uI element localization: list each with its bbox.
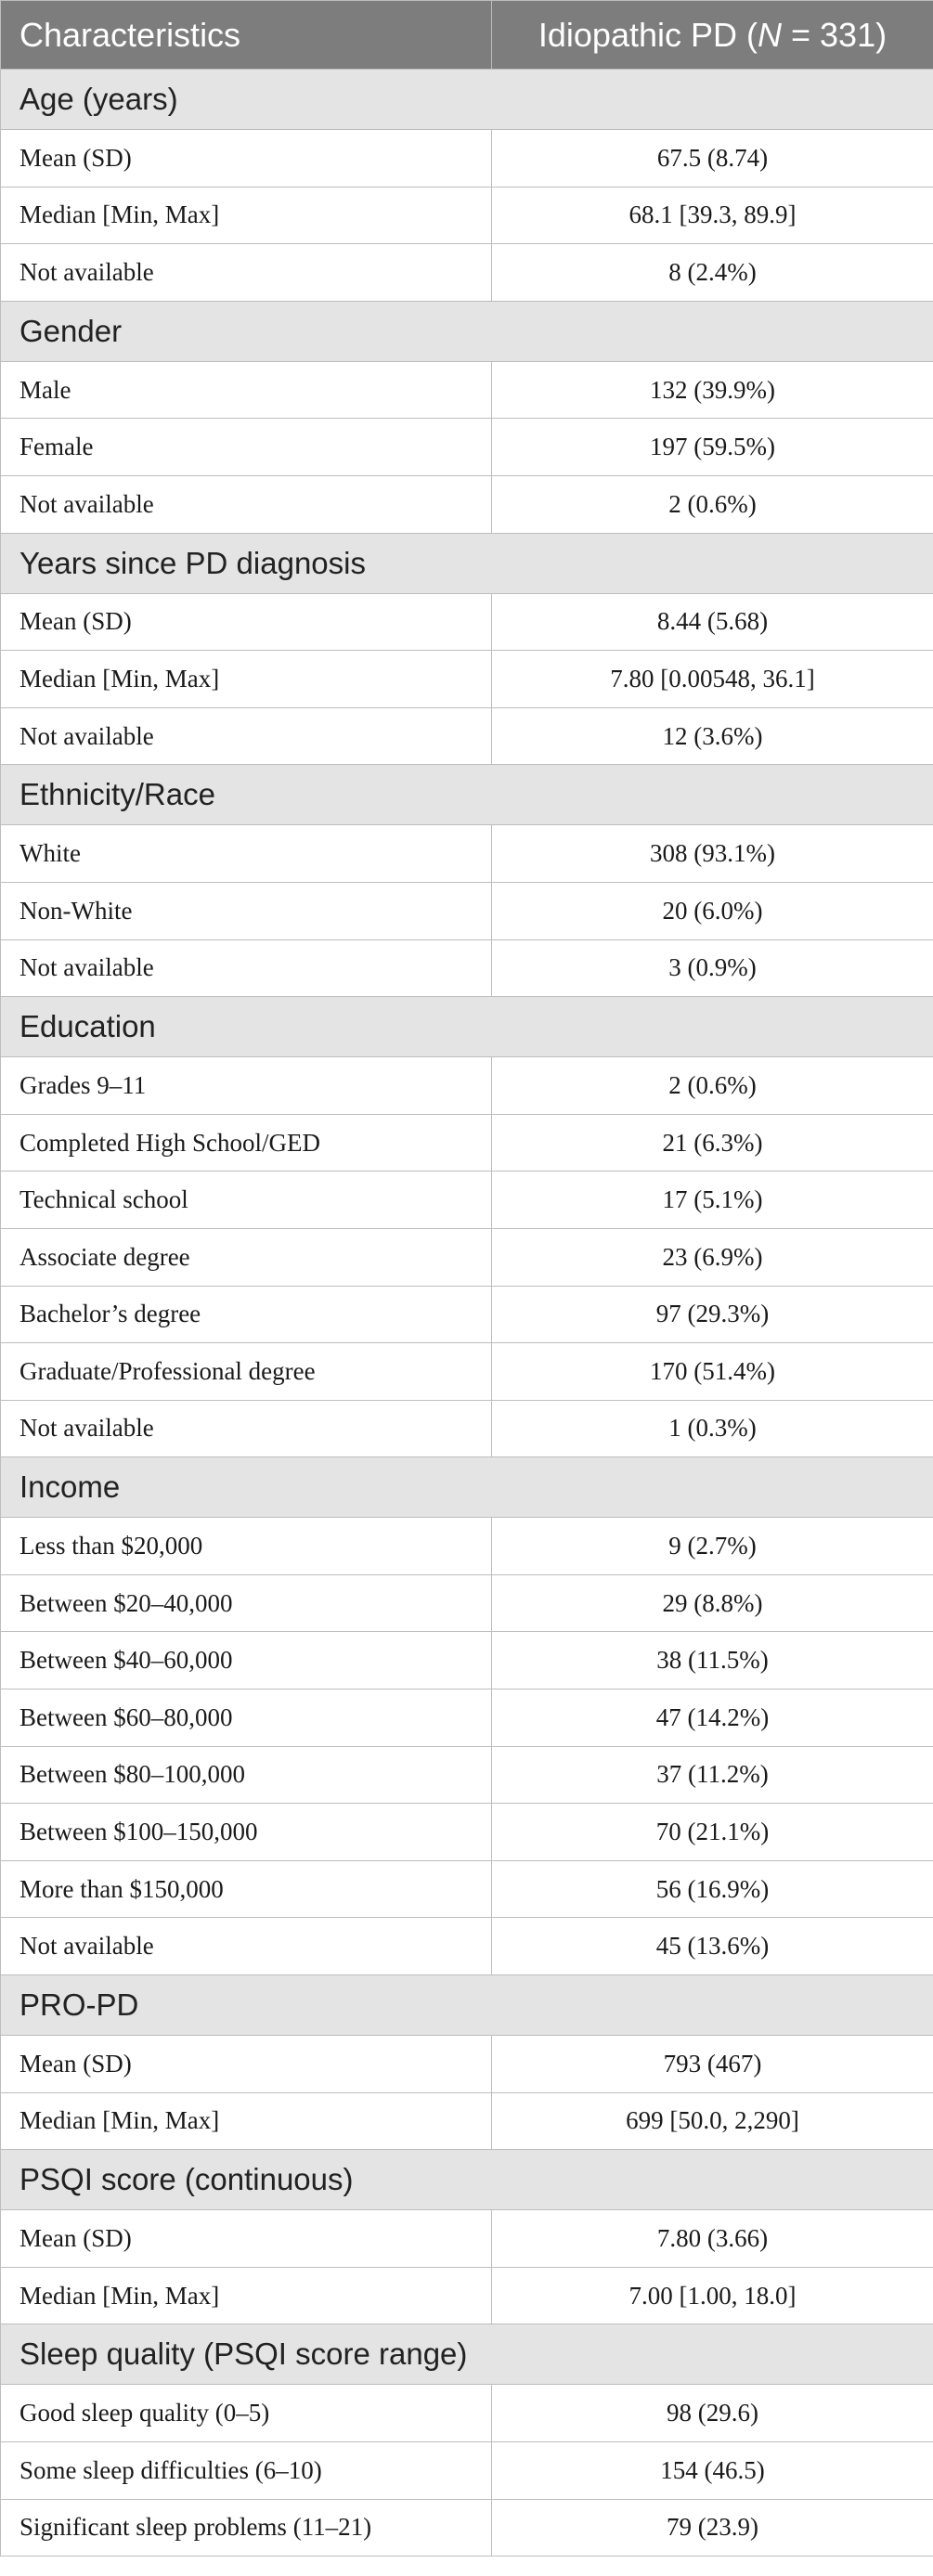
row-value: 21 (6.3%) <box>492 1114 933 1171</box>
section-header-row <box>1 997 933 1057</box>
table-row <box>1 1860 933 1918</box>
section-title: Education <box>1 997 933 1057</box>
row-value: 29 (8.8%) <box>492 1574 933 1632</box>
table-row <box>1 825 933 883</box>
row-value: 7.80 [0.00548, 36.1] <box>492 651 933 708</box>
table-row <box>1 2210 933 2268</box>
table-row <box>1 130 933 188</box>
row-label: White <box>1 825 492 883</box>
row-value: 170 (51.4%) <box>492 1343 933 1401</box>
row-value: 97 (29.3%) <box>492 1286 933 1343</box>
table-row <box>1 1689 933 1747</box>
section-title: Years since PD diagnosis <box>1 533 933 593</box>
row-label: Between $40–60,000 <box>1 1632 492 1689</box>
section-header-row <box>1 1457 933 1518</box>
section-header-row <box>1 765 933 825</box>
row-label: Median [Min, Max] <box>1 651 492 708</box>
row-label: Less than $20,000 <box>1 1518 492 1575</box>
row-value: 98 (29.6) <box>492 2385 933 2442</box>
table-row <box>1 2385 933 2442</box>
table-row <box>1 882 933 939</box>
section-header-row <box>1 1975 933 2036</box>
row-value: 699 [50.0, 2,290] <box>492 2092 933 2150</box>
header-idiopathic-pd <box>492 1 933 70</box>
row-value: 45 (13.6%) <box>492 1918 933 1975</box>
table-row <box>1 1574 933 1632</box>
row-label: More than $150,000 <box>1 1860 492 1918</box>
table-row <box>1 187 933 244</box>
section-header-row <box>1 2324 933 2385</box>
section-title: Ethnicity/Race <box>1 765 933 825</box>
section-title: PSQI score (continuous) <box>1 2150 933 2210</box>
row-value: 2 (0.6%) <box>492 475 933 533</box>
row-label: Mean (SD) <box>1 2036 492 2093</box>
section-header-row <box>1 533 933 593</box>
table-row <box>1 1518 933 1575</box>
section-header-row <box>1 70 933 130</box>
row-label: Female <box>1 419 492 476</box>
table-row <box>1 2036 933 2093</box>
table-row <box>1 1918 933 1975</box>
row-label: Not available <box>1 475 492 533</box>
row-label: Between $100–150,000 <box>1 1804 492 1861</box>
row-value: 70 (21.1%) <box>492 1804 933 1861</box>
section-title: Age (years) <box>1 70 933 130</box>
section-title: Gender <box>1 301 933 361</box>
row-value: 8 (2.4%) <box>492 244 933 302</box>
row-label: Some sleep difficulties (6–10) <box>1 2442 492 2500</box>
table-row <box>1 1400 933 1457</box>
table-row <box>1 1343 933 1401</box>
row-value: 1 (0.3%) <box>492 1400 933 1457</box>
row-label: Graduate/Professional degree <box>1 1343 492 1401</box>
header-row <box>1 1 933 70</box>
table-row <box>1 2092 933 2150</box>
row-label: Bachelor’s degree <box>1 1286 492 1343</box>
row-label: Good sleep quality (0–5) <box>1 2385 492 2442</box>
row-value: 20 (6.0%) <box>492 882 933 939</box>
header-col2-n: N <box>758 15 782 54</box>
row-value: 79 (23.9) <box>492 2499 933 2557</box>
section-title: Income <box>1 1457 933 1518</box>
row-label: Completed High School/GED <box>1 1114 492 1171</box>
row-value: 132 (39.9%) <box>492 361 933 419</box>
row-label: Not available <box>1 244 492 302</box>
section-title: PRO-PD <box>1 1975 933 2036</box>
table-row <box>1 361 933 419</box>
header-characteristics: Characteristics <box>1 1 492 70</box>
row-value: 7.80 (3.66) <box>492 2210 933 2268</box>
row-value: 8.44 (5.68) <box>492 593 933 651</box>
table-row <box>1 244 933 302</box>
table-row <box>1 651 933 708</box>
row-label: Median [Min, Max] <box>1 2092 492 2150</box>
row-value: 37 (11.2%) <box>492 1746 933 1804</box>
row-label: Median [Min, Max] <box>1 187 492 244</box>
table-row <box>1 1057 933 1115</box>
table-row <box>1 2267 933 2324</box>
section-header-row <box>1 301 933 361</box>
row-value: 12 (3.6%) <box>492 707 933 765</box>
row-label: Between $80–100,000 <box>1 1746 492 1804</box>
table-row <box>1 2442 933 2500</box>
table-row <box>1 475 933 533</box>
row-value: 47 (14.2%) <box>492 1689 933 1747</box>
row-value: 9 (2.7%) <box>492 1518 933 1575</box>
row-value: 2 (0.6%) <box>492 1057 933 1115</box>
row-value: 7.00 [1.00, 18.0] <box>492 2267 933 2324</box>
row-value: 17 (5.1%) <box>492 1171 933 1229</box>
table-row <box>1 2499 933 2557</box>
row-label: Mean (SD) <box>1 130 492 188</box>
table-row <box>1 939 933 997</box>
row-label: Not available <box>1 939 492 997</box>
section-title: Sleep quality (PSQI score range) <box>1 2324 933 2385</box>
row-value: 56 (16.9%) <box>492 1860 933 1918</box>
table-row <box>1 1286 933 1343</box>
row-label: Grades 9–11 <box>1 1057 492 1115</box>
table-row <box>1 1746 933 1804</box>
row-value: 68.1 [39.3, 89.9] <box>492 187 933 244</box>
row-label: Mean (SD) <box>1 593 492 651</box>
row-value: 3 (0.9%) <box>492 939 933 997</box>
row-label: Technical school <box>1 1171 492 1229</box>
table-row <box>1 1228 933 1286</box>
row-value: 793 (467) <box>492 2036 933 2093</box>
table-row <box>1 707 933 765</box>
table-row <box>1 593 933 651</box>
table-row <box>1 1804 933 1861</box>
table-row <box>1 419 933 476</box>
row-label: Significant sleep problems (11–21) <box>1 2499 492 2557</box>
row-label: Associate degree <box>1 1228 492 1286</box>
table-body <box>1 70 933 2557</box>
row-value: 23 (6.9%) <box>492 1228 933 1286</box>
row-label: Mean (SD) <box>1 2210 492 2268</box>
row-label: Non-White <box>1 882 492 939</box>
row-value: 67.5 (8.74) <box>492 130 933 188</box>
row-value: 197 (59.5%) <box>492 419 933 476</box>
header-col2-prefix: Idiopathic PD ( <box>538 15 758 54</box>
row-value: 38 (11.5%) <box>492 1632 933 1689</box>
row-value: 308 (93.1%) <box>492 825 933 883</box>
row-label: Between $60–80,000 <box>1 1689 492 1747</box>
row-value: 154 (46.5) <box>492 2442 933 2500</box>
row-label: Median [Min, Max] <box>1 2267 492 2324</box>
header-col2-suffix: = 331) <box>782 15 888 54</box>
row-label: Not available <box>1 707 492 765</box>
row-label: Male <box>1 361 492 419</box>
table-row <box>1 1114 933 1171</box>
section-header-row <box>1 2150 933 2210</box>
row-label: Not available <box>1 1918 492 1975</box>
row-label: Not available <box>1 1400 492 1457</box>
row-label: Between $20–40,000 <box>1 1574 492 1632</box>
table-row <box>1 1171 933 1229</box>
table-row <box>1 1632 933 1689</box>
